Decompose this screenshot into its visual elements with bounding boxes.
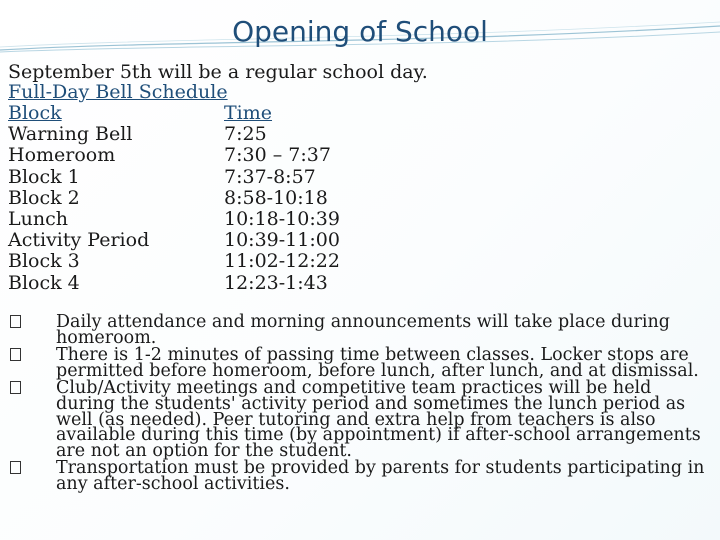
list-item: [0, 459, 720, 492]
block-time: 7:37-8:57: [224, 165, 316, 188]
checkbox-bullet-icon: [0, 459, 56, 492]
schedule-row: [8, 124, 508, 145]
schedule-row: [8, 273, 508, 294]
intro-text: September 5th will be a regular school day.: [8, 61, 428, 83]
list-item: [0, 346, 720, 379]
page-title: Opening of School: [232, 15, 488, 48]
schedule-subheading: Full-Day Bell Schedule: [8, 81, 228, 103]
block-name: Activity Period: [8, 229, 150, 252]
schedule-header-row: [8, 103, 508, 124]
block-name: Homeroom: [8, 144, 116, 167]
list-item: [0, 313, 720, 346]
list-item-text: Daily attendance and morning announcements will take place during homeroom.: [56, 312, 670, 348]
checkbox-bullet-icon: [0, 346, 56, 379]
checkbox-bullet-icon: [0, 313, 56, 346]
block-name: Warning Bell: [8, 123, 133, 146]
block-name: Block 3: [8, 250, 80, 273]
bell-schedule-table: [8, 103, 508, 294]
schedule-row: [8, 167, 508, 188]
schedule-row: [8, 209, 508, 230]
block-column-header: Block: [8, 102, 62, 124]
list-item-text: Transportation must be provided by parents for students participating in any after-school activities.: [56, 458, 705, 494]
checkbox-bullet-icon: [0, 379, 56, 459]
block-name: Block 4: [8, 271, 80, 294]
block-time: 10:39-11:00: [224, 229, 340, 252]
block-time: 11:02-12:22: [224, 250, 340, 273]
block-name: Block 1: [8, 165, 80, 188]
block-name: Lunch: [8, 207, 68, 230]
schedule-row: [8, 145, 508, 166]
block-time: 7:25: [224, 123, 267, 146]
block-time: 8:58-10:18: [224, 186, 328, 209]
block-name: Block 2: [8, 186, 80, 209]
list-item-text: Club/Activity meetings and competitive team practices will be held during the students' activity period and sometimes the lunch period as well (as needed). Peer tutoring and extra help from teachers is also available during this time (by appointment) if after-school arrangements are not an option for the student.: [56, 378, 701, 461]
block-time: 10:18-10:39: [224, 207, 340, 230]
list-item-text: There is 1-2 minutes of passing time between classes. Locker stops are permitted before homeroom, before lunch, after lunch, and at dismissal.: [56, 345, 699, 381]
block-time: 12:23-1:43: [224, 271, 328, 294]
notes-list: [0, 313, 720, 493]
schedule-row: [8, 230, 508, 251]
block-time: 7:30 – 7:37: [224, 144, 331, 167]
list-item: [0, 379, 720, 459]
time-column-header: Time: [224, 102, 273, 124]
schedule-row: [8, 251, 508, 272]
schedule-row: [8, 188, 508, 209]
